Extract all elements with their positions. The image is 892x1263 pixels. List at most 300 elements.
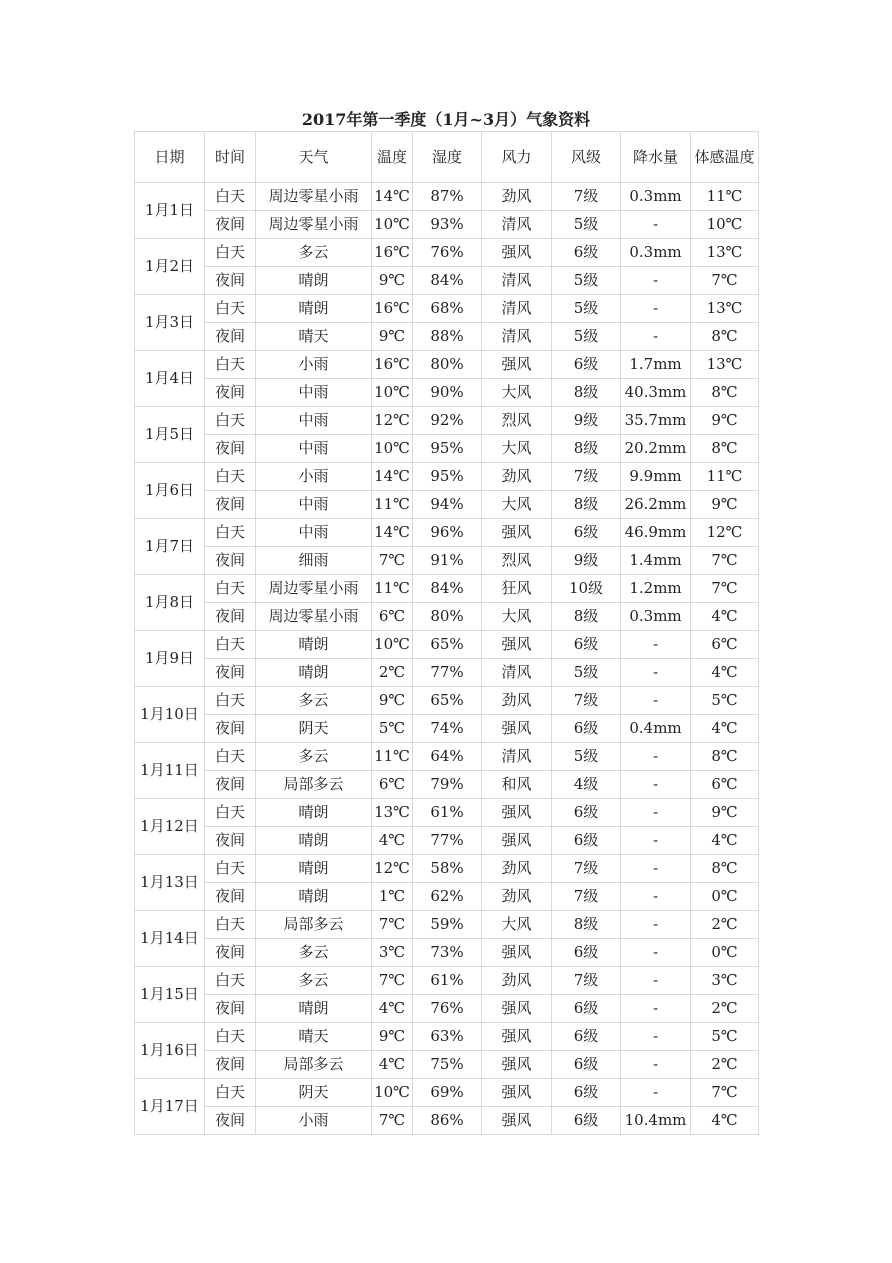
- date-cell: [135, 183, 205, 239]
- wind-level-cell: 8级: [552, 603, 621, 631]
- table-row: [135, 799, 759, 827]
- feels-like-cell: 7℃: [691, 575, 759, 603]
- weather-cell: 中雨: [256, 519, 372, 547]
- temp-cell: 7℃: [372, 547, 413, 575]
- temp-cell: 16℃: [372, 351, 413, 379]
- humidity-cell: 65%: [413, 631, 482, 659]
- table-row: [135, 351, 759, 379]
- table-row: [135, 435, 759, 463]
- time-cell: 夜间: [205, 771, 256, 799]
- precip-cell: -: [621, 295, 691, 323]
- date-label: 1月9日: [144, 649, 195, 667]
- feels-like-cell: 12℃: [691, 519, 759, 547]
- table-row: [135, 659, 759, 687]
- precip-cell: 26.2mm: [621, 491, 691, 519]
- date-label: 1月17日: [140, 1097, 199, 1115]
- weather-cell: 晴朗: [256, 855, 372, 883]
- wind-level-cell: 6级: [552, 1107, 621, 1135]
- weather-cell: 小雨: [256, 351, 372, 379]
- wind-cell: 强风: [482, 1051, 552, 1079]
- weather-cell: 晴朗: [256, 631, 372, 659]
- time-cell: 白天: [205, 351, 256, 379]
- table-row: [135, 547, 759, 575]
- wind-level-cell: 7级: [552, 883, 621, 911]
- time-cell: 白天: [205, 1023, 256, 1051]
- time-cell: 白天: [205, 519, 256, 547]
- wind-cell: 强风: [482, 1079, 552, 1107]
- precip-cell: -: [621, 743, 691, 771]
- date-label: 1月15日: [140, 985, 199, 1003]
- temp-cell: 1℃: [372, 883, 413, 911]
- wind-cell: 大风: [482, 491, 552, 519]
- wind-level-cell: 7级: [552, 183, 621, 211]
- feels-like-cell: 5℃: [691, 1023, 759, 1051]
- header-wind-level: 风级: [552, 132, 621, 183]
- time-cell: 夜间: [205, 323, 256, 351]
- table-row: [135, 883, 759, 911]
- precip-cell: 40.3mm: [621, 379, 691, 407]
- feels-like-cell: 6℃: [691, 631, 759, 659]
- feels-like-cell: 4℃: [691, 827, 759, 855]
- wind-cell: 清风: [482, 267, 552, 295]
- humidity-cell: 86%: [413, 1107, 482, 1135]
- temp-cell: 14℃: [372, 183, 413, 211]
- humidity-cell: 80%: [413, 351, 482, 379]
- date-label: 1月8日: [144, 593, 195, 611]
- precip-cell: 9.9mm: [621, 463, 691, 491]
- weather-cell: 晴朗: [256, 659, 372, 687]
- precip-cell: -: [621, 911, 691, 939]
- header-date: 日期: [135, 132, 205, 183]
- humidity-cell: 65%: [413, 687, 482, 715]
- date-label: 1月3日: [144, 313, 195, 331]
- time-cell: 夜间: [205, 267, 256, 295]
- weather-cell: 中雨: [256, 407, 372, 435]
- wind-cell: 强风: [482, 351, 552, 379]
- table-row: [135, 267, 759, 295]
- feels-like-cell: 2℃: [691, 1051, 759, 1079]
- humidity-cell: 96%: [413, 519, 482, 547]
- humidity-cell: 58%: [413, 855, 482, 883]
- wind-cell: 清风: [482, 659, 552, 687]
- page-title: 2017年第一季度（1月~3月）气象资料: [301, 110, 591, 129]
- precip-cell: 0.3mm: [621, 239, 691, 267]
- date-cell: [135, 967, 205, 1023]
- humidity-cell: 76%: [413, 995, 482, 1023]
- temp-cell: 10℃: [372, 631, 413, 659]
- wind-cell: 劲风: [482, 967, 552, 995]
- wind-level-cell: 5级: [552, 323, 621, 351]
- date-label: 1月2日: [144, 257, 195, 275]
- temp-cell: 9℃: [372, 323, 413, 351]
- precip-cell: -: [621, 1023, 691, 1051]
- wind-level-cell: 6级: [552, 519, 621, 547]
- precip-cell: -: [621, 631, 691, 659]
- time-cell: 白天: [205, 855, 256, 883]
- date-label: 1月11日: [140, 761, 199, 779]
- humidity-cell: 91%: [413, 547, 482, 575]
- wind-level-cell: 5级: [552, 295, 621, 323]
- feels-like-cell: 0℃: [691, 939, 759, 967]
- table-row: [135, 463, 759, 491]
- temp-cell: 10℃: [372, 211, 413, 239]
- temp-cell: 12℃: [372, 855, 413, 883]
- humidity-cell: 95%: [413, 463, 482, 491]
- wind-cell: 强风: [482, 1023, 552, 1051]
- table-row: [135, 1107, 759, 1135]
- wind-cell: 劲风: [482, 855, 552, 883]
- time-cell: 夜间: [205, 715, 256, 743]
- humidity-cell: 61%: [413, 967, 482, 995]
- humidity-cell: 84%: [413, 575, 482, 603]
- humidity-cell: 94%: [413, 491, 482, 519]
- date-cell: [135, 799, 205, 855]
- weather-cell: 周边零星小雨: [256, 183, 372, 211]
- wind-cell: 劲风: [482, 463, 552, 491]
- table-row: [135, 1079, 759, 1107]
- temp-cell: 9℃: [372, 267, 413, 295]
- temp-cell: 10℃: [372, 379, 413, 407]
- weather-cell: 细雨: [256, 547, 372, 575]
- temp-cell: 4℃: [372, 995, 413, 1023]
- date-label: 1月7日: [144, 537, 195, 555]
- weather-cell: 多云: [256, 967, 372, 995]
- feels-like-cell: 7℃: [691, 547, 759, 575]
- precip-cell: -: [621, 995, 691, 1023]
- humidity-cell: 77%: [413, 659, 482, 687]
- wind-cell: 大风: [482, 911, 552, 939]
- wind-level-cell: 10级: [552, 575, 621, 603]
- wind-level-cell: 9级: [552, 407, 621, 435]
- time-cell: 夜间: [205, 1107, 256, 1135]
- table-row: [135, 967, 759, 995]
- wind-level-cell: 6级: [552, 239, 621, 267]
- temp-cell: 5℃: [372, 715, 413, 743]
- time-cell: 白天: [205, 1079, 256, 1107]
- weather-cell: 局部多云: [256, 1051, 372, 1079]
- wind-cell: 大风: [482, 379, 552, 407]
- time-cell: 白天: [205, 799, 256, 827]
- date-label: 1月4日: [144, 369, 195, 387]
- wind-cell: 和风: [482, 771, 552, 799]
- header-precip: 降水量: [621, 132, 691, 183]
- time-cell: 夜间: [205, 435, 256, 463]
- weather-cell: 晴朗: [256, 295, 372, 323]
- wind-level-cell: 8级: [552, 491, 621, 519]
- weather-cell: 晴朗: [256, 799, 372, 827]
- time-cell: 白天: [205, 295, 256, 323]
- precip-cell: -: [621, 967, 691, 995]
- wind-cell: 劲风: [482, 183, 552, 211]
- temp-cell: 7℃: [372, 967, 413, 995]
- weather-cell: 阴天: [256, 715, 372, 743]
- feels-like-cell: 4℃: [691, 1107, 759, 1135]
- weather-cell: 局部多云: [256, 911, 372, 939]
- feels-like-cell: 7℃: [691, 267, 759, 295]
- weather-cell: 小雨: [256, 463, 372, 491]
- time-cell: 白天: [205, 239, 256, 267]
- precip-cell: 1.7mm: [621, 351, 691, 379]
- feels-like-cell: 8℃: [691, 323, 759, 351]
- humidity-cell: 87%: [413, 183, 482, 211]
- wind-cell: 强风: [482, 799, 552, 827]
- feels-like-cell: 5℃: [691, 687, 759, 715]
- date-cell: [135, 1079, 205, 1135]
- weather-cell: 多云: [256, 687, 372, 715]
- weather-cell: 中雨: [256, 435, 372, 463]
- feels-like-cell: 13℃: [691, 351, 759, 379]
- humidity-cell: 69%: [413, 1079, 482, 1107]
- date-label: 1月1日: [144, 201, 195, 219]
- table-row: [135, 211, 759, 239]
- header-wind: 风力: [482, 132, 552, 183]
- weather-cell: 晴朗: [256, 827, 372, 855]
- date-cell: [135, 519, 205, 575]
- wind-cell: 强风: [482, 715, 552, 743]
- temp-cell: 12℃: [372, 407, 413, 435]
- precip-cell: -: [621, 883, 691, 911]
- weather-cell: 晴朗: [256, 883, 372, 911]
- wind-level-cell: 4级: [552, 771, 621, 799]
- time-cell: 夜间: [205, 995, 256, 1023]
- time-cell: 白天: [205, 407, 256, 435]
- wind-cell: 强风: [482, 939, 552, 967]
- feels-like-cell: 4℃: [691, 659, 759, 687]
- weather-cell: 晴天: [256, 323, 372, 351]
- temp-cell: 14℃: [372, 519, 413, 547]
- humidity-cell: 63%: [413, 1023, 482, 1051]
- temp-cell: 9℃: [372, 687, 413, 715]
- temp-cell: 10℃: [372, 1079, 413, 1107]
- precip-cell: -: [621, 1051, 691, 1079]
- temp-cell: 4℃: [372, 1051, 413, 1079]
- precip-cell: 0.3mm: [621, 183, 691, 211]
- feels-like-cell: 3℃: [691, 967, 759, 995]
- wind-level-cell: 8级: [552, 379, 621, 407]
- wind-cell: 强风: [482, 827, 552, 855]
- feels-like-cell: 10℃: [691, 211, 759, 239]
- temp-cell: 16℃: [372, 295, 413, 323]
- humidity-cell: 84%: [413, 267, 482, 295]
- weather-cell: 多云: [256, 743, 372, 771]
- weather-cell: 阴天: [256, 1079, 372, 1107]
- precip-cell: -: [621, 211, 691, 239]
- time-cell: 夜间: [205, 491, 256, 519]
- humidity-cell: 73%: [413, 939, 482, 967]
- feels-like-cell: 9℃: [691, 407, 759, 435]
- humidity-cell: 74%: [413, 715, 482, 743]
- precip-cell: 20.2mm: [621, 435, 691, 463]
- header-humidity: 湿度: [413, 132, 482, 183]
- wind-cell: 狂风: [482, 575, 552, 603]
- wind-level-cell: 5级: [552, 743, 621, 771]
- date-cell: [135, 855, 205, 911]
- date-cell: [135, 575, 205, 631]
- feels-like-cell: 7℃: [691, 1079, 759, 1107]
- precip-cell: -: [621, 855, 691, 883]
- weather-cell: 周边零星小雨: [256, 575, 372, 603]
- feels-like-cell: 2℃: [691, 995, 759, 1023]
- humidity-cell: 95%: [413, 435, 482, 463]
- precip-cell: -: [621, 799, 691, 827]
- weather-cell: 小雨: [256, 1107, 372, 1135]
- table-row: [135, 827, 759, 855]
- weather-cell: 多云: [256, 239, 372, 267]
- precip-cell: 1.4mm: [621, 547, 691, 575]
- date-label: 1月10日: [140, 705, 199, 723]
- temp-cell: 11℃: [372, 743, 413, 771]
- table-row: [135, 743, 759, 771]
- date-cell: [135, 407, 205, 463]
- precip-cell: -: [621, 659, 691, 687]
- date-label: 1月13日: [140, 873, 199, 891]
- table-row: [135, 323, 759, 351]
- wind-cell: 强风: [482, 519, 552, 547]
- precip-cell: 10.4mm: [621, 1107, 691, 1135]
- humidity-cell: 93%: [413, 211, 482, 239]
- wind-level-cell: 6级: [552, 799, 621, 827]
- humidity-cell: 59%: [413, 911, 482, 939]
- feels-like-cell: 9℃: [691, 491, 759, 519]
- table-row: [135, 939, 759, 967]
- temp-cell: 13℃: [372, 799, 413, 827]
- table-row: [135, 631, 759, 659]
- humidity-cell: 92%: [413, 407, 482, 435]
- date-cell: [135, 687, 205, 743]
- table-row: [135, 379, 759, 407]
- wind-level-cell: 6级: [552, 631, 621, 659]
- weather-cell: 晴朗: [256, 995, 372, 1023]
- weather-cell: 多云: [256, 939, 372, 967]
- date-cell: [135, 631, 205, 687]
- header-time: 时间: [205, 132, 256, 183]
- weather-table: [134, 131, 759, 1135]
- feels-like-cell: 2℃: [691, 911, 759, 939]
- feels-like-cell: 4℃: [691, 715, 759, 743]
- time-cell: 夜间: [205, 883, 256, 911]
- table-row: [135, 519, 759, 547]
- date-cell: [135, 743, 205, 799]
- feels-like-cell: 8℃: [691, 743, 759, 771]
- date-label: 1月12日: [140, 817, 199, 835]
- weather-cell: 中雨: [256, 491, 372, 519]
- precip-cell: -: [621, 939, 691, 967]
- header-weather: 天气: [256, 132, 372, 183]
- table-row: [135, 295, 759, 323]
- wind-cell: 强风: [482, 995, 552, 1023]
- time-cell: 夜间: [205, 939, 256, 967]
- temp-cell: 7℃: [372, 1107, 413, 1135]
- temp-cell: 7℃: [372, 911, 413, 939]
- date-cell: [135, 351, 205, 407]
- humidity-cell: 79%: [413, 771, 482, 799]
- humidity-cell: 64%: [413, 743, 482, 771]
- time-cell: 夜间: [205, 1051, 256, 1079]
- time-cell: 白天: [205, 687, 256, 715]
- temp-cell: 14℃: [372, 463, 413, 491]
- wind-level-cell: 6级: [552, 827, 621, 855]
- weather-cell: 晴天: [256, 1023, 372, 1051]
- precip-cell: 46.9mm: [621, 519, 691, 547]
- table-row: [135, 687, 759, 715]
- temp-cell: 3℃: [372, 939, 413, 967]
- table-row: [135, 1051, 759, 1079]
- wind-level-cell: 6级: [552, 1051, 621, 1079]
- feels-like-cell: 13℃: [691, 295, 759, 323]
- time-cell: 白天: [205, 911, 256, 939]
- feels-like-cell: 6℃: [691, 771, 759, 799]
- humidity-cell: 61%: [413, 799, 482, 827]
- date-cell: [135, 1023, 205, 1079]
- wind-level-cell: 9级: [552, 547, 621, 575]
- precip-cell: 0.3mm: [621, 603, 691, 631]
- wind-level-cell: 8级: [552, 911, 621, 939]
- time-cell: 夜间: [205, 827, 256, 855]
- header-temp: 温度: [372, 132, 413, 183]
- wind-cell: 强风: [482, 239, 552, 267]
- time-cell: 夜间: [205, 603, 256, 631]
- temp-cell: 11℃: [372, 575, 413, 603]
- table-row: [135, 603, 759, 631]
- temp-cell: 9℃: [372, 1023, 413, 1051]
- temp-cell: 6℃: [372, 603, 413, 631]
- wind-level-cell: 7级: [552, 967, 621, 995]
- weather-cell: 晴朗: [256, 267, 372, 295]
- feels-like-cell: 0℃: [691, 883, 759, 911]
- temp-cell: 11℃: [372, 491, 413, 519]
- precip-cell: -: [621, 323, 691, 351]
- wind-cell: 劲风: [482, 687, 552, 715]
- table-row: [135, 911, 759, 939]
- date-label: 1月5日: [144, 425, 195, 443]
- wind-cell: 劲风: [482, 883, 552, 911]
- humidity-cell: 62%: [413, 883, 482, 911]
- date-label: 1月14日: [140, 929, 199, 947]
- wind-level-cell: 7级: [552, 855, 621, 883]
- wind-level-cell: 7级: [552, 687, 621, 715]
- date-label: 1月6日: [144, 481, 195, 499]
- wind-cell: 强风: [482, 1107, 552, 1135]
- wind-level-cell: 6级: [552, 1079, 621, 1107]
- weather-cell: 周边零星小雨: [256, 211, 372, 239]
- precip-cell: 35.7mm: [621, 407, 691, 435]
- time-cell: 夜间: [205, 547, 256, 575]
- table-row: [135, 575, 759, 603]
- humidity-cell: 88%: [413, 323, 482, 351]
- time-cell: 白天: [205, 631, 256, 659]
- precip-cell: -: [621, 1079, 691, 1107]
- time-cell: 夜间: [205, 211, 256, 239]
- wind-level-cell: 8级: [552, 435, 621, 463]
- wind-level-cell: 5级: [552, 659, 621, 687]
- feels-like-cell: 11℃: [691, 183, 759, 211]
- table-row: [135, 1023, 759, 1051]
- precip-cell: -: [621, 267, 691, 295]
- precip-cell: -: [621, 771, 691, 799]
- precip-cell: 0.4mm: [621, 715, 691, 743]
- feels-like-cell: 4℃: [691, 603, 759, 631]
- table-row: [135, 995, 759, 1023]
- wind-cell: 清风: [482, 211, 552, 239]
- weather-cell: 中雨: [256, 379, 372, 407]
- wind-level-cell: 6级: [552, 1023, 621, 1051]
- precip-cell: -: [621, 827, 691, 855]
- date-cell: [135, 295, 205, 351]
- wind-cell: 烈风: [482, 407, 552, 435]
- wind-level-cell: 6级: [552, 351, 621, 379]
- wind-level-cell: 5级: [552, 267, 621, 295]
- table-row: [135, 715, 759, 743]
